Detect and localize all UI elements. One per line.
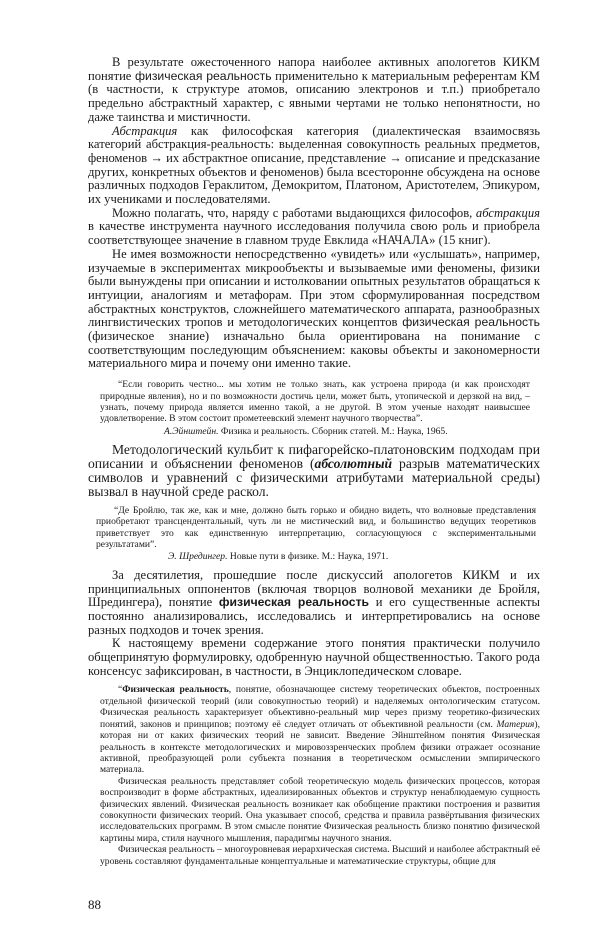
paragraph-6 bbox=[88, 569, 540, 638]
text: в качестве инструмента научного исследования получила свою роль и приобрела соответствующее значение в главном труде Евклида «НАЧАЛА» (15 книг). bbox=[88, 219, 540, 248]
quote-schrodinger-citation bbox=[88, 551, 540, 562]
quote-einstein-citation bbox=[88, 426, 540, 437]
paragraph-5 bbox=[88, 443, 540, 499]
term-matter: Материя bbox=[496, 718, 535, 730]
text: К настоящему времени содержание этого понятия практически получило общепринятую формулировку, одобренную научной общественностью. Такого рода консенсус зафиксирован, в частности, в Энциклопедическом словаре. bbox=[88, 636, 540, 678]
paragraph-7 bbox=[88, 637, 540, 678]
term-absolute: абсолютный bbox=[314, 456, 393, 472]
paragraph-2 bbox=[88, 125, 540, 207]
citation-author: А.Эйнштейн. bbox=[164, 425, 219, 437]
text: За десятилетия, прошедшие после дискуссий апологетов КИКМ и их принципиальных оппонентов (включая творцов волновой механики де Бройля, Шредингера), понятие bbox=[88, 567, 540, 610]
text: ), которая ни от каких физических теорий не зависит. Введение Эйнштейном понятия Физическая реальность в контексте методологических и мировоззренческих проблем физики отражает осознание активной, преобразующей роли субъекта познания в теоретическом осмыслении эмпирического материала. bbox=[100, 718, 540, 776]
text: В результате ожесточенного напора наиболее активных апологетов КИКМ понятие bbox=[88, 55, 540, 83]
citation-source: Новые пути в физике. М.: Наука, 1971. bbox=[227, 551, 389, 563]
text: Не имея возможности непосредственно «увидеть» или «услышать», например, изучаемые в экспериментах микрообъекты и вызываемые ими феномены, физики были вынуждены при описании и истолковании опытных результатов обращаться к интуиции, аналогиям и метафорам. При этом сформулированная посредством абстрактных конструктов, сложнейшего математического аппарата, разнообразных лингвистических тропов и методологических концептов bbox=[88, 246, 540, 330]
term-physical-reality: физическая реальность bbox=[218, 595, 370, 610]
text: и его существенные аспекты постоянно анализировались, исследовались и интерпретировались на основе разных подходов и точек зрения. bbox=[88, 595, 540, 637]
term-abstraction: абстракция bbox=[475, 205, 540, 220]
text: как философская категория (диалектическая взаимосвязь категорий абстракция-реальность: выделенная совокупность реальных предметов, феноменов → их абстрактное описание, представление → описание и предсказание других, конкретных объектов и феноменов) была всесторонне обсуждена на основе различных подходов Гераклитом, Демокритом, Платоном, Аристотелем, Эпикуром, их учениками и последователями. bbox=[88, 123, 540, 207]
term-physical-reality: физическая реальность bbox=[402, 315, 540, 330]
paragraph-4 bbox=[88, 248, 540, 371]
text: Можно полагать, что, наряду с работами выдающихся философов, bbox=[112, 205, 476, 220]
text: , понятие, обозначающее систему теоретических объектов, построенных отдельной физической теорий (или совокупностью теорий) и наделяемых онтологическим статусом. Физическая реальность характеризует объективно-реальный мир через призму теоретико-физических понятий, законов и принципов; поэтому её следует отличать от объективной реальности (см. bbox=[100, 684, 541, 730]
text: разрыв математических символов и уравнений с физическими атрибутами материальной среды) вызвал в научной среде раскол. bbox=[88, 456, 541, 499]
quote-encyclopedia-p2: Физическая реальность представляет собой теоретическую модель физических процессов, которая воспроизводит в форме абстрактных, идеализированных объектов и структур ненаблюдаемую сущность физических явлений. Физическая реальность возникает как обобщение практики построения и развития совокупности физических теорий. Она указывает способ, средства и правила развёртывания физических исследовательских программ. В этом смысле понятие Физическая реальность близко понятию физической картины мира, стиля научного мышления, парадигмы научного знания. bbox=[100, 775, 540, 844]
quote-encyclopedia-p1 bbox=[100, 684, 540, 775]
citation-author: Э. Шредингер. bbox=[168, 551, 228, 563]
term-abstraction: Абстракция bbox=[112, 123, 178, 138]
quote-einstein: “Если говорить честно... мы хотим не только знать, как устроена природа (и как происходят природные явления), но и по возможности достичь цели, может быть, утопической и дерзкой на вид, – узнать, почему природа является именно такой, а не другой. В этом ученые находят наивысшее удовлетворение. В этом состоит прометеевский элемент научного творчества”. bbox=[100, 379, 530, 425]
text: применительно к материальным референтам КМ (в частности, к структуре атомов, описанию электронов и т.п.) приобретало предельно абстрактный характер, с явными чертами не только непонятности, но даже таинства и мистичности. bbox=[88, 68, 540, 124]
text: “ bbox=[118, 684, 123, 696]
quote-encyclopedia bbox=[100, 684, 540, 867]
term-physical-reality: Физическая реальность bbox=[122, 684, 229, 696]
term-physical-reality: физическая реальность bbox=[134, 68, 272, 83]
quote-schrodinger: “Де Бройлю, так же, как и мне, должно быть горько и обидно видеть, что волновые представления приобретают трансцендентальный, чуть ли не мистический вид, и большинство ведущих теоретиков приветствует это как единственную интерпретацию, согласующуюся с экспериментальными результатами”. bbox=[96, 504, 536, 551]
text: Методологический кульбит к пифагорейско-платоновским подходам при описании и объяснении феноменов ( bbox=[88, 442, 540, 472]
paragraph-3 bbox=[88, 207, 540, 248]
page-number: 88 bbox=[88, 896, 101, 912]
citation-source: Физика и реальность. Сборник статей. М.: Наука, 1965. bbox=[218, 425, 448, 437]
text: (физическое знание) изначально была ориентирована на понимание с соответствующим последующим объяснением: каковы объекты и закономерности материального мира и почему они именно такие. bbox=[88, 329, 540, 371]
paragraph-1 bbox=[88, 56, 540, 125]
quote-encyclopedia-p3: Физическая реальность – многоуровневая иерархическая система. Высший и наиболее абстрактный её уровень составляют фундаментальные концептуальные и математические структуры, общие для bbox=[100, 844, 540, 867]
